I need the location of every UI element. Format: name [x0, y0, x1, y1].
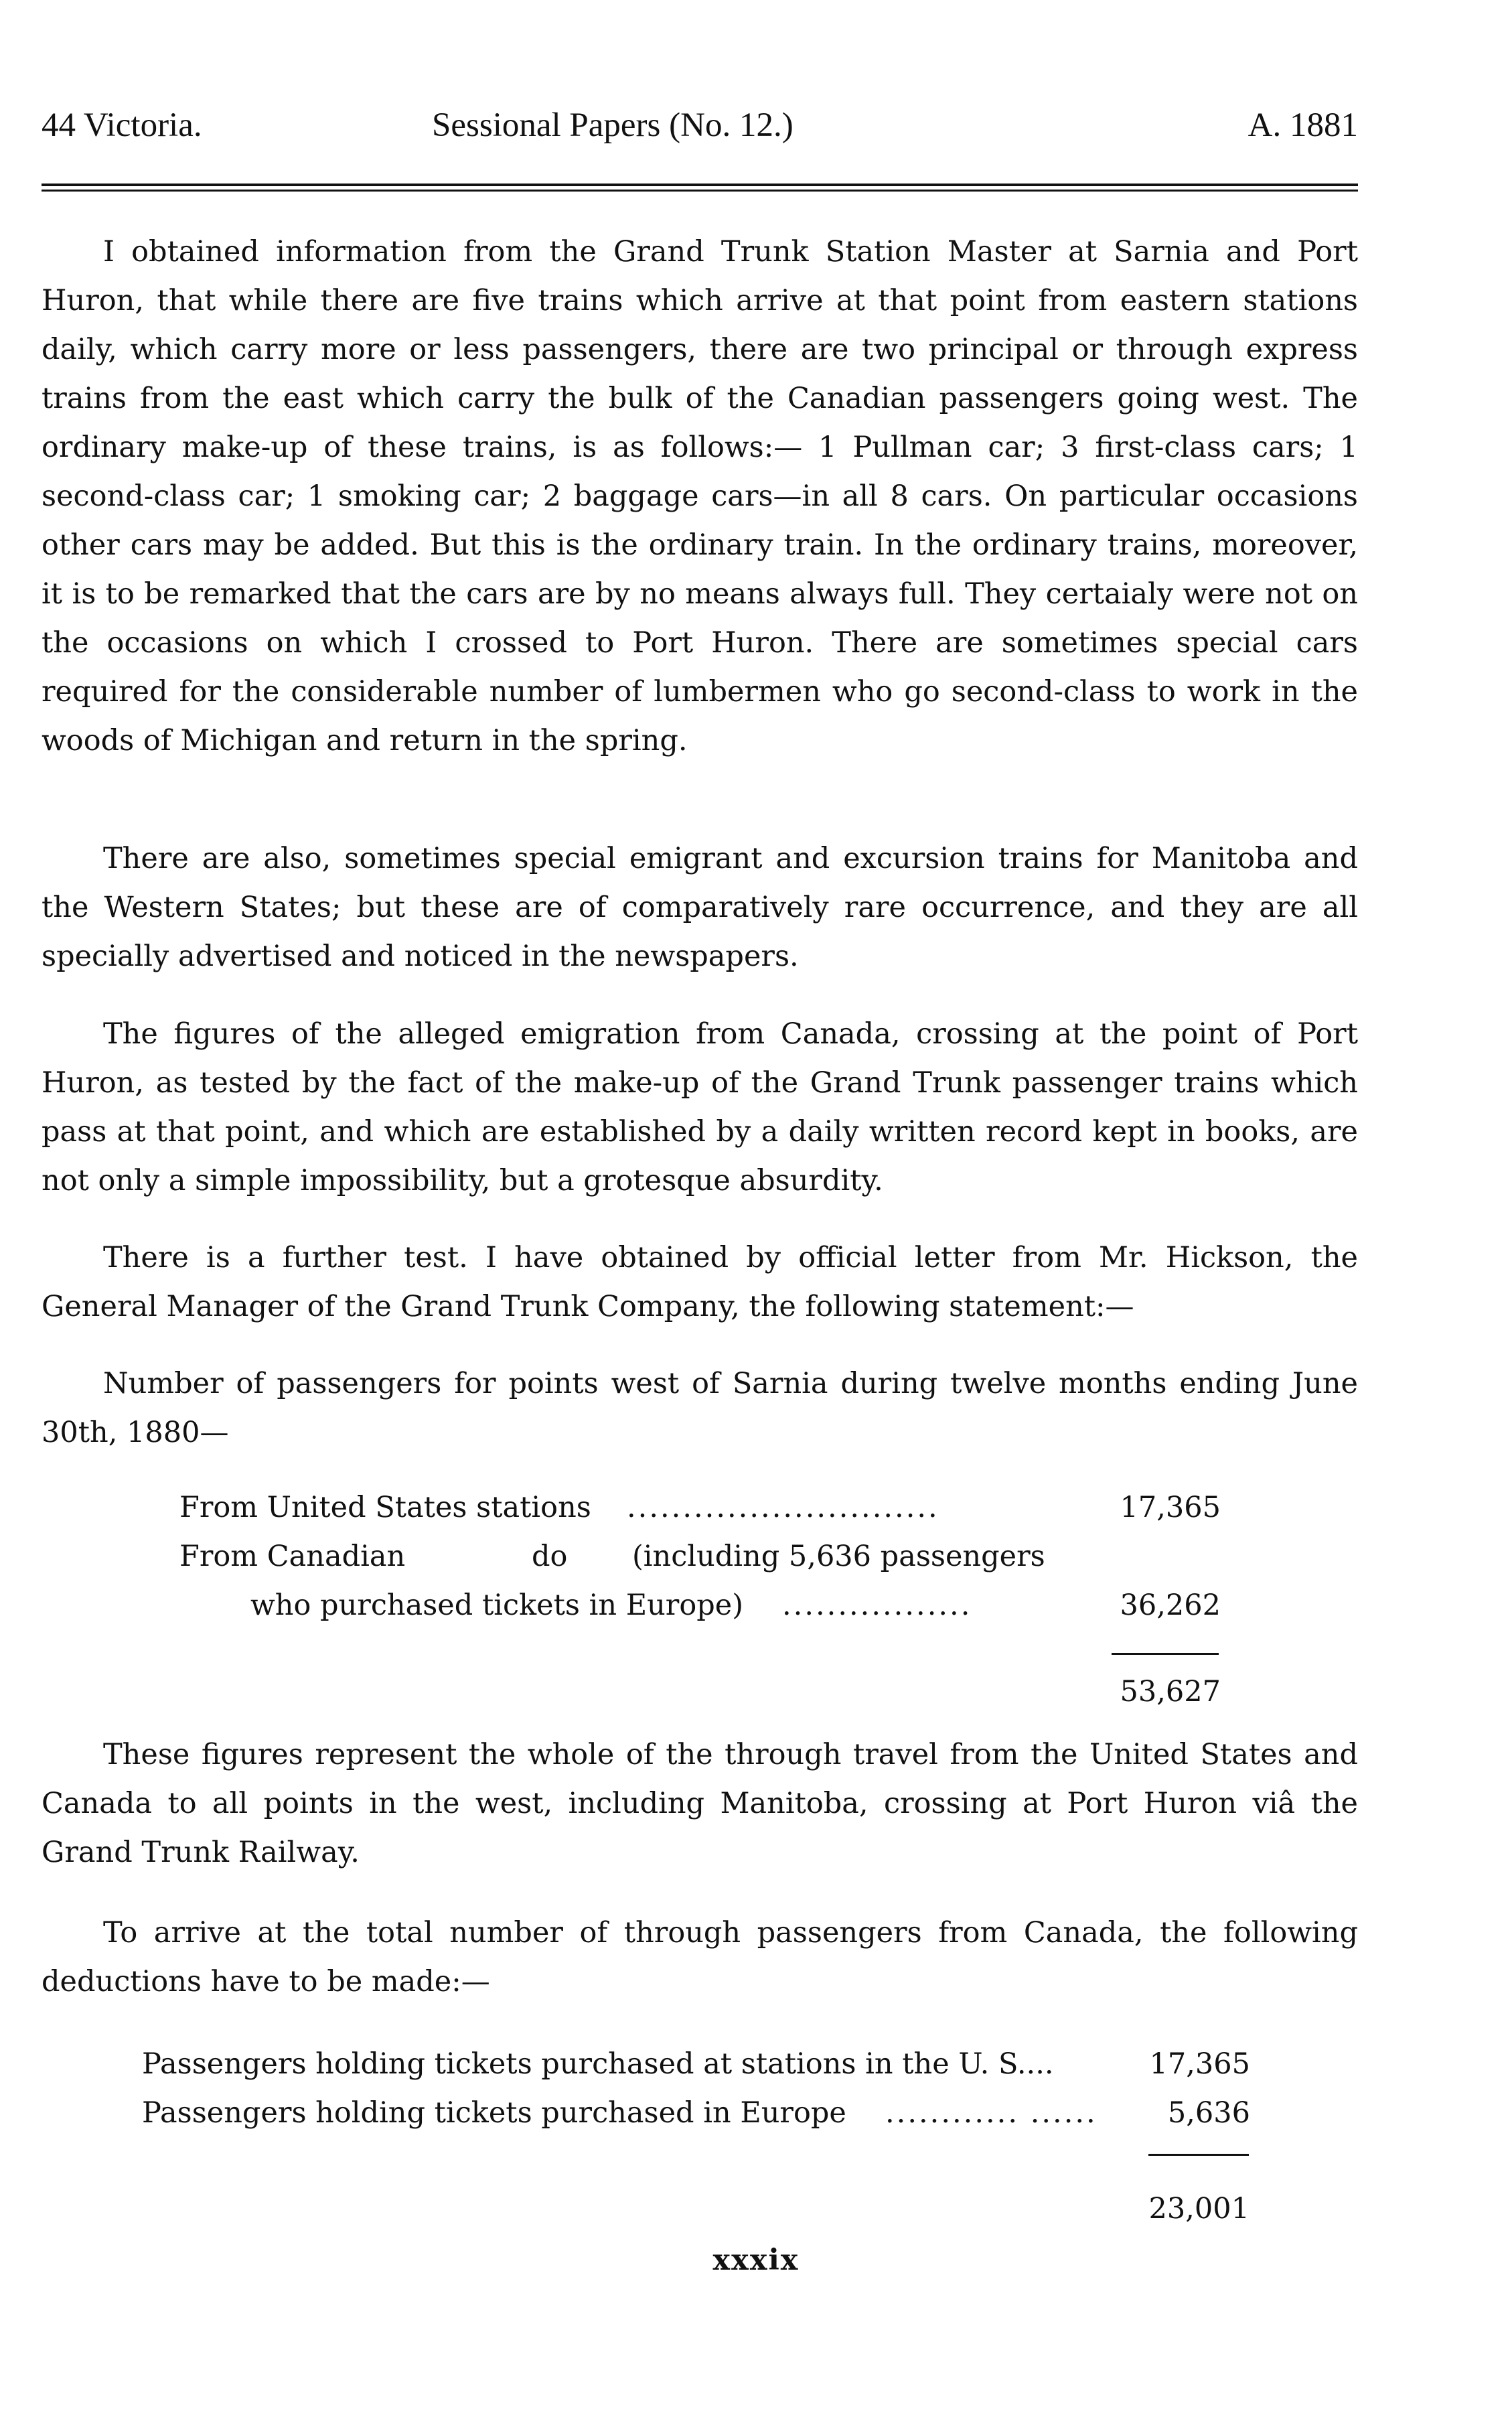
page-header — [42, 106, 1358, 159]
paragraph-5-block — [42, 1360, 1358, 1457]
paragraph-1: I obtained information from the Grand Trunk Station Master at Sarnia and Port Huron, that while there are five trains which arrive at that point from eastern stations daily, which carry more or less passengers, there are two principal or through express trains from the east which carry the bulk of the Canadian passengers going west. The ordinary make-up of these trains, is as follows:— 1 Pullman car; 3 first-class cars; 1 second-class car; 1 smoking car; 2 baggage cars—in all 8 cars. On particular occasions other cars may be added. But this is the ordinary train. In the ordinary trains, moreover, it is to be remarked that the cars are by no means always full. They certaialy were not on the occasions on which I crossed to Port Huron. There are sometimes special cars required for the considerable number of lumbermen who go second-class to work in the woods of Michigan and return in the spring. — [42, 235, 1358, 757]
paragraph-3-block — [42, 1010, 1358, 1205]
paragraph-2-block — [42, 834, 1358, 981]
paragraph-6: These figures represent the whole of the through travel from the United States and Canada to all points in the west, including Manitoba, crossing at Port Huron viâ the Grand Trunk Railway. — [42, 1738, 1358, 1869]
paragraph-7: To arrive at the total number of through passengers from Canada, the following deductions have to be made:— — [42, 1916, 1358, 1998]
page-number: xxxix — [712, 2244, 800, 2277]
row-label: Passengers holding tickets purchased in Europe — [142, 2096, 846, 2130]
header-left: 44 Victoria. — [42, 106, 202, 144]
total-rule — [1148, 2154, 1249, 2156]
paragraph-4-block — [42, 1234, 1358, 1331]
paragraph-7-block — [42, 1909, 1358, 2006]
row-value: 36,262 — [1120, 1589, 1221, 1622]
paragraph-5: Number of passengers for points west of Sarnia during twelve months ending June 30th, 1880— — [42, 1367, 1358, 1449]
row-value: 17,365 — [1120, 1491, 1221, 1524]
header-rule-thin — [42, 190, 1358, 192]
paragraph-4: There is a further test. I have obtained by official letter from Mr. Hickson, the General Manager of the Grand Trunk Company, the following statement:— — [42, 1241, 1358, 1323]
table-row — [179, 1581, 1221, 1630]
paragraph-6-block — [42, 1731, 1358, 1877]
leader-dots: ............................ — [627, 1491, 939, 1524]
row-label-note: (including 5,636 passengers — [632, 1540, 1045, 1573]
table-total: 53,627 — [1120, 1675, 1221, 1708]
header-rule — [42, 184, 1358, 186]
row-label: From United States stations — [179, 1491, 591, 1524]
row-label: Passengers holding tickets purchased at stations in the U. S.... — [142, 2047, 1054, 2081]
row-label: who purchased tickets in Europe) — [250, 1589, 743, 1622]
header-right: A. 1881 — [1248, 106, 1358, 144]
table-row — [179, 1483, 1221, 1532]
passenger-table — [179, 1483, 1221, 1630]
paragraph-3: The figures of the alleged emigration from Canada, crossing at the point of Port Huron, as tested by the fact of the make-up of the Grand Trunk passenger trains which pass at that point, and which are established by a daily written record kept in books, are not only a simple impossibility, but a grotesque absurdity. — [42, 1017, 1358, 1197]
deductions-table — [142, 2040, 1250, 2138]
leader-dots: ................. — [782, 1589, 972, 1622]
row-label: From Canadian — [179, 1540, 406, 1573]
table-row — [179, 1532, 1221, 1581]
table-row — [142, 2040, 1250, 2089]
header-title: Sessional Papers (No. 12.) — [432, 106, 793, 144]
table-row — [142, 2089, 1250, 2138]
row-label-ditto: do — [532, 1540, 568, 1573]
leader-dots: ............ ...... — [885, 2096, 1098, 2130]
row-value: 17,365 — [1149, 2047, 1250, 2081]
row-value: 5,636 — [1167, 2096, 1250, 2130]
table-total: 23,001 — [1148, 2192, 1250, 2225]
total-rule — [1112, 1653, 1219, 1655]
paragraph-1-block — [42, 228, 1358, 765]
paragraph-2: There are also, sometimes special emigrant and excursion trains for Manitoba and the Western States; but these are of comparatively rare occurrence, and they are all specially advertised and noticed in the newspapers. — [42, 842, 1358, 973]
